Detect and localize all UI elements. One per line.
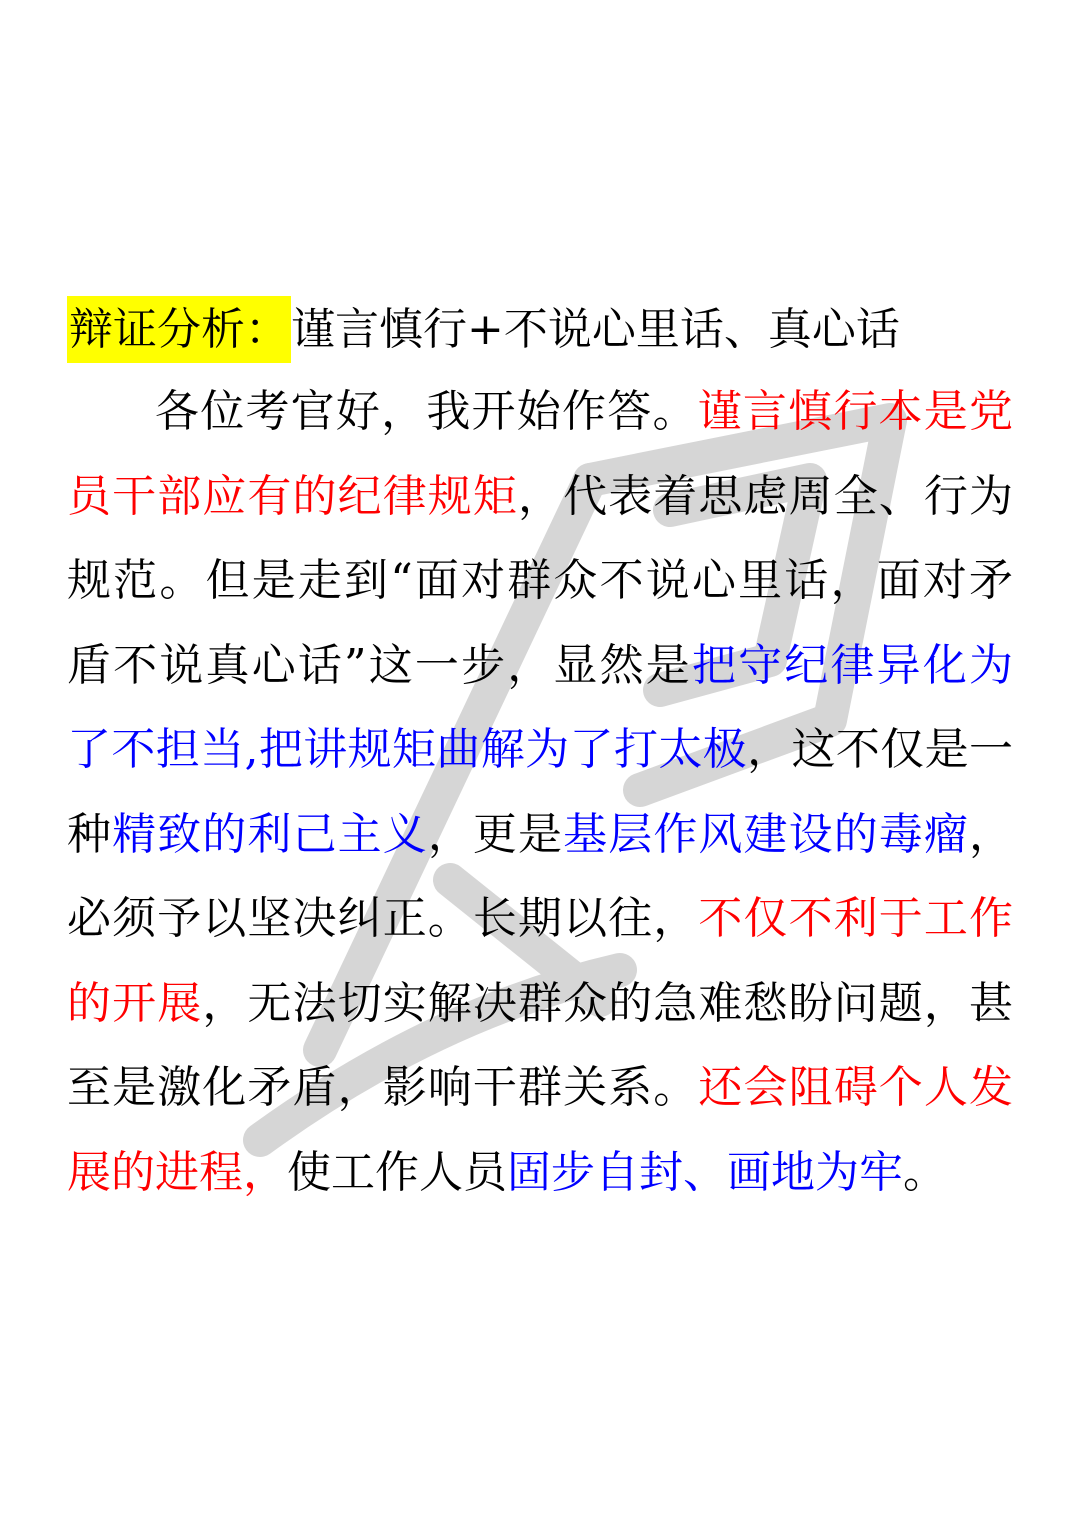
text-run: ，无法切实解决群众的急难愁盼问题，甚至是激化矛盾，影响干群关系。 xyxy=(67,977,1014,1113)
text-run: 还会阻碍个人发展的进程， xyxy=(67,1062,1014,1198)
text-run: 不仅不利于工作的开展 xyxy=(67,893,1014,1029)
text-run: 基层作风建设的毒瘤 xyxy=(563,808,970,860)
text-run: 把守纪律异化为了不担当,把讲规矩曲解为了打太极 xyxy=(67,639,1014,775)
heading-label: 辩证分析： xyxy=(67,296,291,363)
answer-paragraph xyxy=(67,370,1013,1215)
text-run: ，代表着思虑周全、行为规范。但是走到“面对群众不说心里话，面对矛盾不说真心话”这一步，显然是 xyxy=(67,470,1013,691)
text-run: 精致的利己主义 xyxy=(112,808,428,860)
heading-text: 谨言慎行+不说心里话、真心话 xyxy=(291,304,900,355)
document-body xyxy=(67,290,1013,1215)
text-run: ，这不仅是一种 xyxy=(67,724,1013,860)
text-run: 固步自封、画地为牢 xyxy=(507,1146,903,1198)
text-run: 使工作人员 xyxy=(287,1146,507,1198)
text-run: ，更是 xyxy=(427,808,564,860)
heading xyxy=(67,290,1013,370)
text-run: ，必须予以坚决纠正。长期以往， xyxy=(67,808,1014,944)
text-run: 谨言慎行本是党员干部应有的纪律规矩 xyxy=(67,386,1014,522)
text-run: 。 xyxy=(903,1146,947,1198)
text-run: 各位考官好，我开始作答。 xyxy=(155,386,698,437)
